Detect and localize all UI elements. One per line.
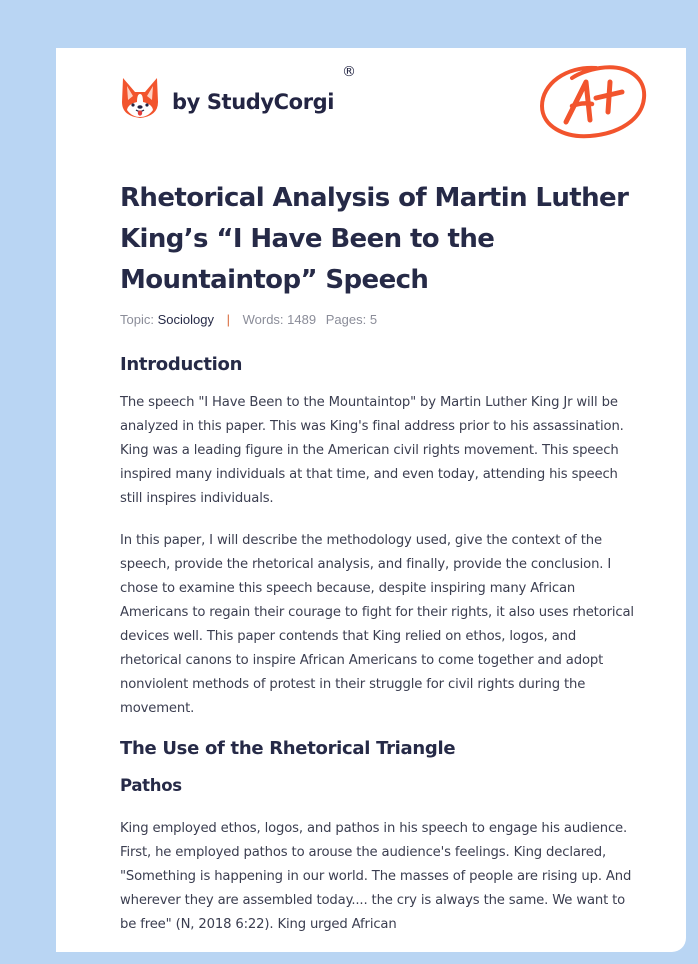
a-plus-grade-icon <box>538 60 648 142</box>
topic-link[interactable]: Sociology <box>157 312 214 327</box>
article-meta <box>120 312 377 327</box>
paragraph: In this paper, I will describe the methodology used, give the context of the speech, provide the rhetorical analysis, and finally, provide the conclusion. I chose to examine this speech because, despite inspiring many African Americans to regain their courage to fight for their rights, it also uses rhetorical devices well. This paper contends that King relied on ethos, logos, and rhetorical canons to inspire African Americans to come together and adopt nonviolent methods of protest in their struggle for civil rights during the movement. <box>120 533 634 716</box>
registered-mark: ® <box>342 64 356 80</box>
brand-name: by StudyCorgi <box>172 90 335 114</box>
paragraph: King employed ethos, logos, and pathos in his speech to engage his audience. First, he employed pathos to arouse the audience's feelings. King declared, "Something is happening in our world. The masses of people are rising up. And wherever they are assembled today.... the cry is always the same. We want to be free" (N, 2018 6:22). King urged African <box>120 821 632 932</box>
studycorgi-logo[interactable] <box>120 74 334 122</box>
pages-value: 5 <box>369 312 378 327</box>
section-heading-rhetorical-triangle: The Use of the Rhetorical Triangle <box>120 738 456 759</box>
paragraph: The speech "I Have Been to the Mountaintop" by Martin Luther King Jr will be analyzed in this paper. This was King's final address prior to his assassination. King was a leading figure in the American civil rights movement. This speech inspired many individuals at that time, and even today, attending his speech still inspires individuals. <box>120 395 624 506</box>
corgi-logo-icon <box>120 76 160 120</box>
document-card <box>56 48 686 952</box>
words-value: 1489 <box>287 312 317 327</box>
section-heading-introduction: Introduction <box>120 354 243 375</box>
words-label: Words: <box>242 312 284 327</box>
topic-label: Topic: <box>120 312 154 327</box>
article-title: Rhetorical Analysis of Martin Luther King’s “I Have Been to the Mountaintop” Speech <box>120 183 629 295</box>
grade-badge <box>538 60 648 146</box>
meta-separator: | <box>226 312 230 327</box>
pages-label: Pages: <box>325 312 367 327</box>
subheading-pathos: Pathos <box>120 776 182 795</box>
